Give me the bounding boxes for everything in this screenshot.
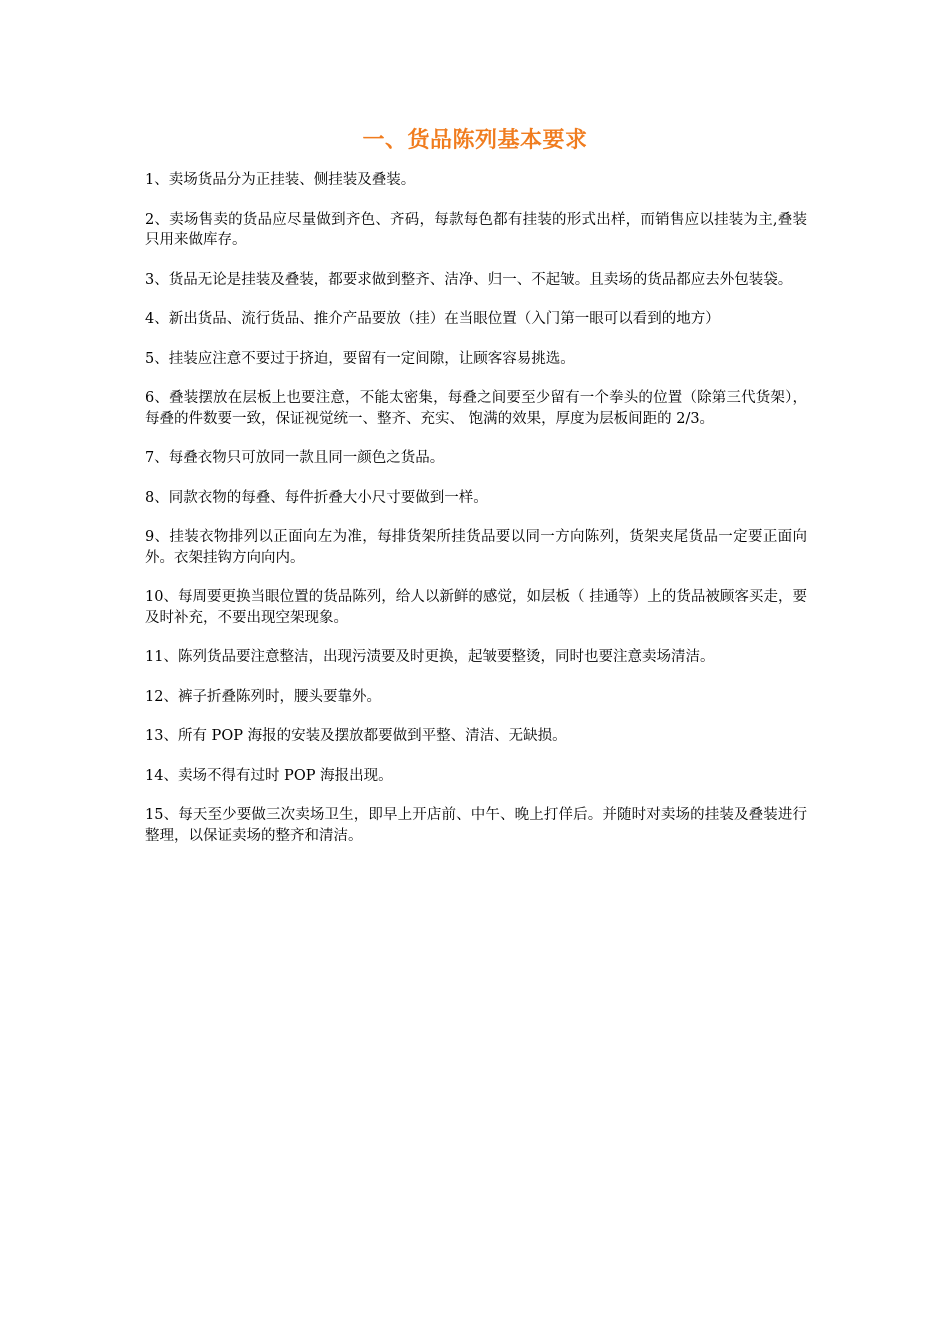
list-item: 11、陈列货品要注意整洁，出现污渍要及时更换，起皱要整烫，同时也要注意卖场清洁。 (145, 649, 715, 665)
list-item: 9、挂装衣物排列以正面向左为准，每排货架所挂货品要以同一方向陈列，货架夹尾货品一定要正面向外。衣架挂钩方向向内。 (145, 529, 807, 566)
list-item: 15、每天至少要做三次卖场卫生，即早上开店前、中午、晚上打佯后。并随时对卖场的挂装及叠装进行整理，以保证卖场的整齐和清洁。 (145, 807, 807, 844)
list-item: 7、每叠衣物只可放同一款且同一颜色之货品。 (145, 450, 445, 466)
page-title: 一、货品陈列基本要求 (362, 127, 588, 153)
list-item: 14、卖场不得有过时 POP 海报出现。 (145, 767, 393, 784)
list-item: 10、每周要更换当眼位置的货品陈列，给人以新鲜的感觉，如层板（ 挂通等）上的货品被顾客买走，要及时补充，不要出现空架现象。 (145, 589, 807, 626)
list-item: 3、货品无论是挂装及叠装，都要求做到整齐、洁净、归一、不起皱。且卖场的货品都应去外包装袋。 (145, 271, 793, 288)
list-item: 1、卖场货品分为正挂装、侧挂装及叠装。 (145, 172, 416, 188)
list-item: 12、裤子折叠陈列时，腰头要靠外。 (145, 688, 381, 705)
list-item: 8、同款衣物的每叠、每件折叠大小尺寸要做到一样。 (145, 489, 488, 506)
list-item: 13、所有 POP 海报的安装及摆放都要做到平整、清洁、无缺损。 (145, 728, 567, 744)
list-item: 6、叠装摆放在层板上也要注意，不能太密集，每叠之间要至少留有一个拳头的位置（除第三代货架），每叠的件数要一致，保证视觉统一、整齐、充实、 饱满的效果，厚度为层板间距的 2/3。 (145, 390, 807, 427)
list-item: 4、新出货品、流行货品、推介产品要放（挂）在当眼位置（入门第一眼可以看到的地方） (145, 311, 720, 327)
list-item: 2、卖场售卖的货品应尽量做到齐色、齐码，每款每色都有挂装的形式出样，而销售应以挂装为主,叠装只用来做库存。 (145, 211, 807, 248)
list-item: 5、挂装应注意不要过于挤迫，要留有一定间隙，让顾客容易挑选。 (145, 350, 575, 367)
paragraph-list (145, 170, 807, 865)
